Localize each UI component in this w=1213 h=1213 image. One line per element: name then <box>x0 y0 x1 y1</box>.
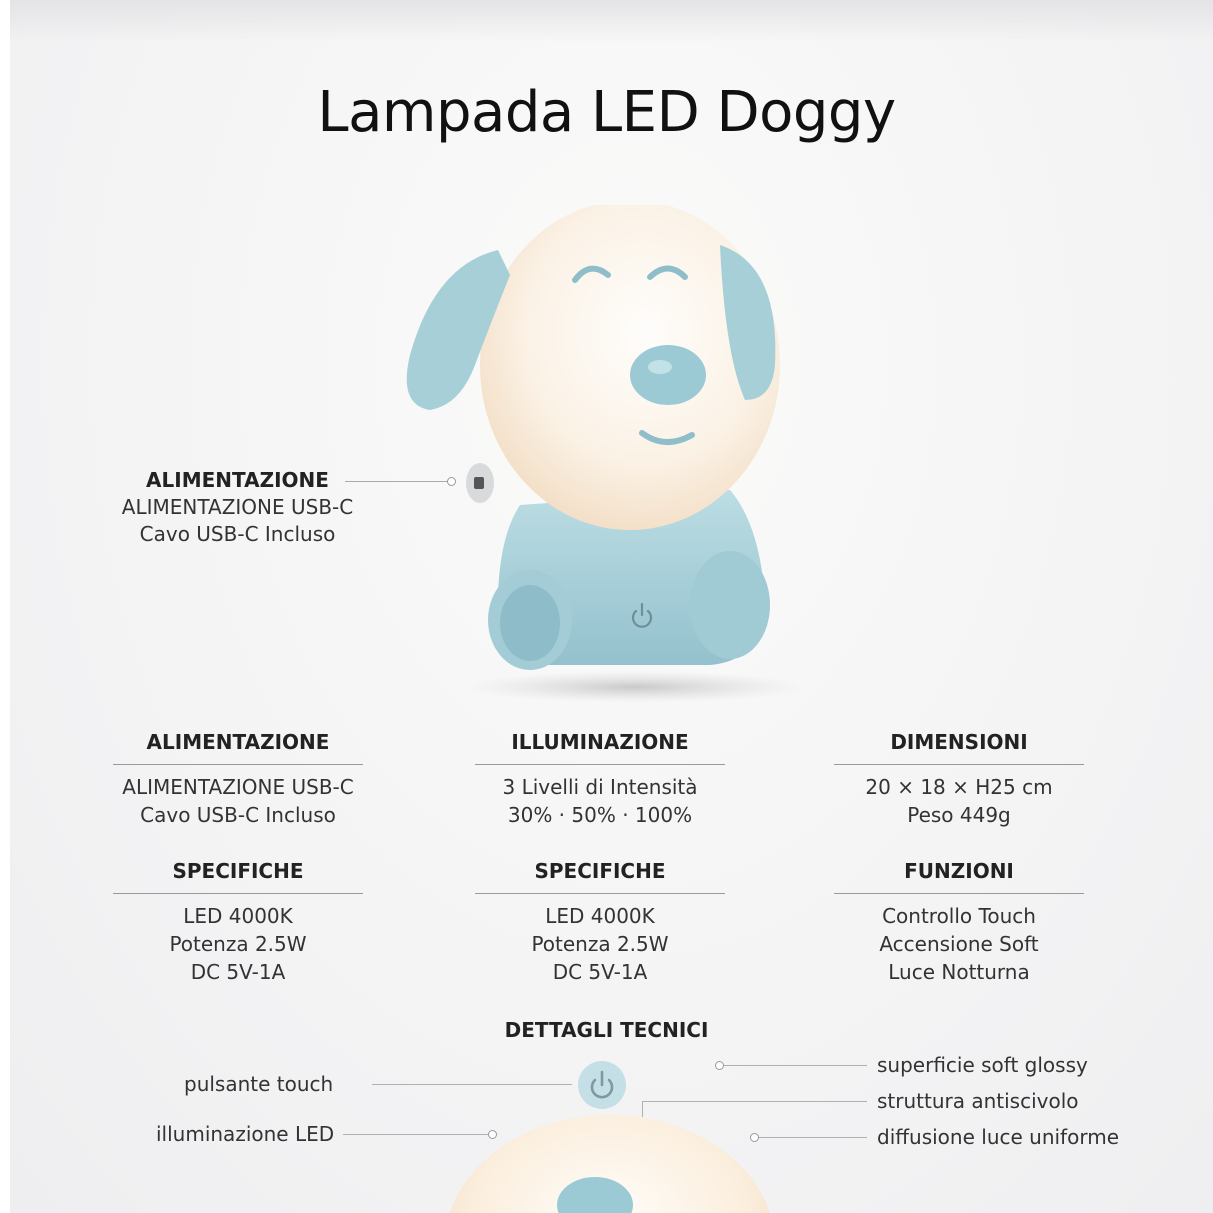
power-callout <box>110 467 365 548</box>
details-heading: DETTAGLI TECNICI <box>504 1018 709 1042</box>
spec-line: 3 Livelli di Intensità <box>502 775 698 799</box>
power-callout-dot <box>447 477 456 486</box>
spec-line: Cavo USB-C Incluso <box>140 803 336 827</box>
spec-heading: SPECIFICHE <box>113 859 363 894</box>
detail-lamp-image <box>430 1055 790 1213</box>
detail-left-touch: pulsante touch <box>184 1072 334 1096</box>
top-shadow-band <box>0 0 1213 42</box>
spec-heading: FUNZIONI <box>834 859 1084 894</box>
spec-line: Accensione Soft <box>879 932 1039 956</box>
spec-line: LED 4000K <box>183 904 293 928</box>
spec-line: Potenza 2.5W <box>169 932 307 956</box>
doggy-lamp-illustration <box>380 205 800 705</box>
spec-illuminazione <box>475 730 725 829</box>
spec-line: ALIMENTAZIONE USB-C <box>122 775 354 799</box>
doggy-lamp-image <box>380 205 800 709</box>
detail-right-glossy: superficie soft glossy <box>877 1053 1088 1077</box>
spec-dimensioni <box>834 730 1084 829</box>
spec-line: Potenza 2.5W <box>531 932 669 956</box>
spec-heading: ALIMENTAZIONE <box>113 730 363 765</box>
detail-right-diffusione: diffusione luce uniforme <box>877 1125 1119 1149</box>
power-callout-line1: ALIMENTAZIONE USB-C <box>121 495 354 519</box>
spec-line: DC 5V-1A <box>190 960 286 984</box>
page-title: Lampada LED Doggy <box>317 80 896 145</box>
spec-line: LED 4000K <box>545 904 655 928</box>
spec-line: Peso 449g <box>907 803 1011 827</box>
spec-funzioni <box>834 859 1084 986</box>
power-callout-heading: ALIMENTAZIONE <box>146 468 329 492</box>
power-callout-line2: Cavo USB-C Incluso <box>139 522 336 546</box>
spec-heading: SPECIFICHE <box>475 859 725 894</box>
spec-line: Controllo Touch <box>882 904 1036 928</box>
detail-right-antiscivolo: struttura antiscivolo <box>877 1089 1079 1113</box>
spec-heading: ILLUMINAZIONE <box>475 730 725 765</box>
detail-left-led: illuminazione LED <box>156 1122 335 1146</box>
spec-heading: DIMENSIONI <box>834 730 1084 765</box>
power-callout-leader <box>345 481 448 482</box>
spec-line: 20 × 18 × H25 cm <box>865 775 1053 799</box>
spec-specifiche-2 <box>475 859 725 986</box>
spec-alimentazione <box>113 730 363 829</box>
spec-line: Luce Notturna <box>888 960 1030 984</box>
spec-specifiche-1 <box>113 859 363 986</box>
spec-line: 30% · 50% · 100% <box>507 803 693 827</box>
spec-line: DC 5V-1A <box>552 960 648 984</box>
